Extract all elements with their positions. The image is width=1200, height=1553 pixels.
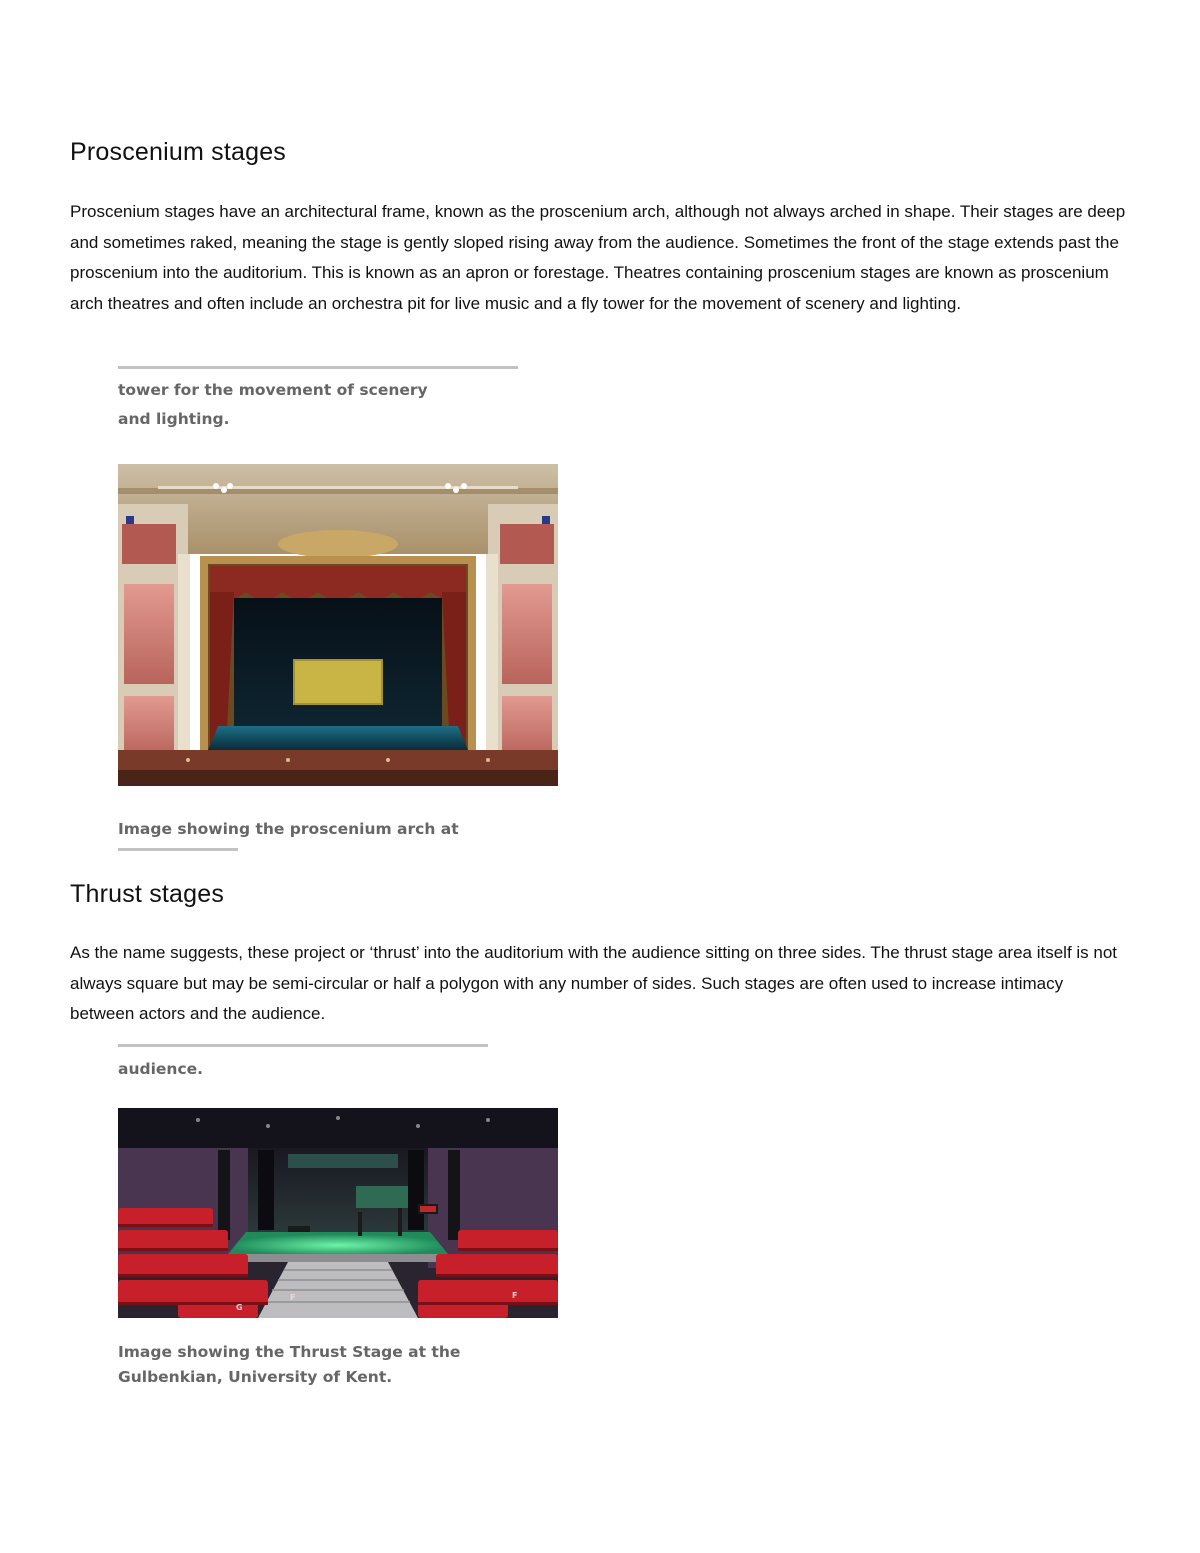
- caption-line: Image showing the proscenium arch at: [118, 820, 459, 838]
- thrust-stage-floor: [228, 1232, 448, 1254]
- proscenium-theatre-photo: [118, 464, 558, 786]
- cropped-text-fragment: [118, 364, 518, 372]
- image-caption-thrust: [118, 1340, 558, 1390]
- svg-text:F: F: [512, 1291, 518, 1300]
- orchestra-rail: [118, 750, 558, 770]
- cropped-text-fragment: [118, 1042, 488, 1050]
- proscenium-theatre-illustration: [118, 464, 558, 786]
- cropped-text-line: audience.: [118, 1060, 204, 1078]
- cropped-text-line: and lighting.: [118, 410, 230, 428]
- caption-line: Gulbenkian, University of Kent.: [118, 1368, 393, 1386]
- stage-floor: [208, 726, 468, 750]
- cropped-text-block-proscenium: [118, 376, 558, 434]
- svg-text:F: F: [290, 1293, 296, 1302]
- cropped-text-block-thrust: [118, 1055, 558, 1084]
- paragraph-thrust: As the name suggests, these project or ‘thrust’ into the auditorium with the audience sitting on three sides. The thrust stage area itself is not always square but may be semi-circular or half a polygon with any number of sides. Such stages are often used to increase intimacy between actors and the audience.: [70, 943, 1118, 1023]
- paragraph-proscenium: Proscenium stages have an architectural frame, known as the proscenium arch, although not always arched in shape. Their stages are deep and sometimes raked, meaning the stage is gently sloped rising away from the audience. Sometimes the front of the stage extends past the proscenium into the auditorium. This is known as an apron or forestage. Theatres containing proscenium stages are known as proscenium arch theatres and often include an orchestra pit for live music and a fly tower for the movement of scenery and lighting.: [70, 202, 1126, 313]
- thrust-stage-photo: [118, 1108, 558, 1318]
- section-heading-proscenium: Proscenium stages: [70, 138, 286, 166]
- cropped-text-line: tower for the movement of scenery: [118, 381, 428, 399]
- image-caption-proscenium: [118, 815, 558, 844]
- caption-line: Image showing the Thrust Stage at the: [118, 1343, 461, 1361]
- ceiling-rig: [118, 1108, 558, 1148]
- section-heading-thrust: Thrust stages: [70, 880, 225, 908]
- thrust-stage-illustration: [118, 1108, 558, 1318]
- cropped-text-fragment: [118, 846, 238, 854]
- set-piece: [294, 660, 382, 704]
- svg-text:G: G: [236, 1303, 243, 1312]
